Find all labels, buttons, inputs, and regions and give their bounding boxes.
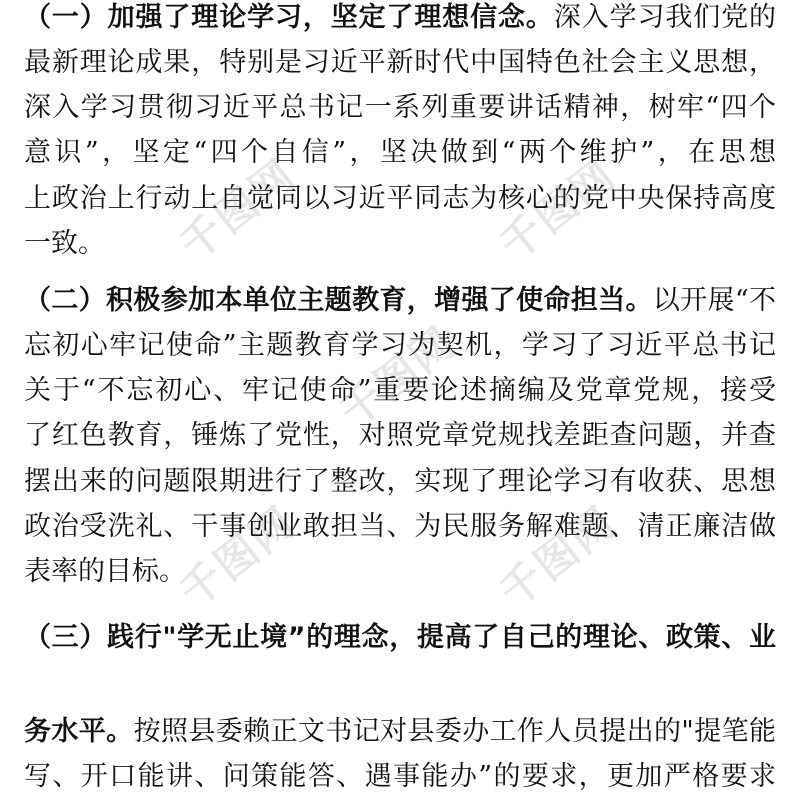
- section2-line3: 关于“不忘初心、牢记使命”重要论述摘编及党章党规，接受: [24, 375, 776, 406]
- section1-line6: 一致。: [24, 228, 105, 259]
- section2-line4: 了红色教育，锤炼了党性，对照党章党规找差距查问题，并查: [24, 420, 776, 451]
- section1-line5: 上政治上行动上自觉同以习近平同志为核心的党中央保持高度: [24, 183, 776, 214]
- watermark: 千图网: [490, 150, 625, 270]
- section2-line1: [24, 285, 776, 317]
- section1-line4: 意识”，坚定“四个自信”，坚决做到“两个维护”，在思想: [24, 137, 776, 168]
- section1-line1: [24, 2, 776, 34]
- section2-line7: 表率的目标。: [24, 556, 186, 587]
- section3-heading: （三）践行"学无止境”的理念，提高了自己的理论、政策、业: [24, 622, 776, 653]
- section2-line2: 忘初心牢记使命”主题教育学习为契机，学习了习近平总书记: [24, 330, 776, 361]
- section1-line3: 深入学习贯彻习近平总书记一系列重要讲话精神，树牢“四个: [24, 92, 776, 123]
- section3-heading-cont: 务水平。: [24, 716, 134, 747]
- section3-line2: 写、开口能讲、问策能答、遇事能办”的要求，更加严格要求: [24, 761, 776, 792]
- section1-text: 深入学习我们党的: [553, 2, 776, 33]
- section2-heading: （二）积极参加本单位主题教育，增强了使命担当。: [24, 285, 653, 316]
- section3-line1: [24, 716, 776, 748]
- watermark: 千图网: [170, 497, 305, 617]
- watermark: 千图网: [490, 497, 625, 617]
- section1-heading: （一）加强了理论学习，坚定了理想信念。: [24, 2, 554, 33]
- section2-text: 以开展“不: [652, 285, 776, 316]
- section1-line2: 最新理论成果，特别是习近平新时代中国特色社会主义思想，: [24, 47, 776, 78]
- section2-line6: 政治受洗礼、干事创业敢担当、为民服务解难题、清正廉洁做: [24, 511, 776, 542]
- section3-text: 按照县委赖正文书记对县委办工作人员提出的"提笔能: [133, 716, 776, 747]
- section2-line5: 摆出来的问题限期进行了整改，实现了理论学习有收获、思想: [24, 466, 776, 497]
- watermark: 千图网: [170, 150, 305, 270]
- watermark: 千图网: [330, 317, 465, 437]
